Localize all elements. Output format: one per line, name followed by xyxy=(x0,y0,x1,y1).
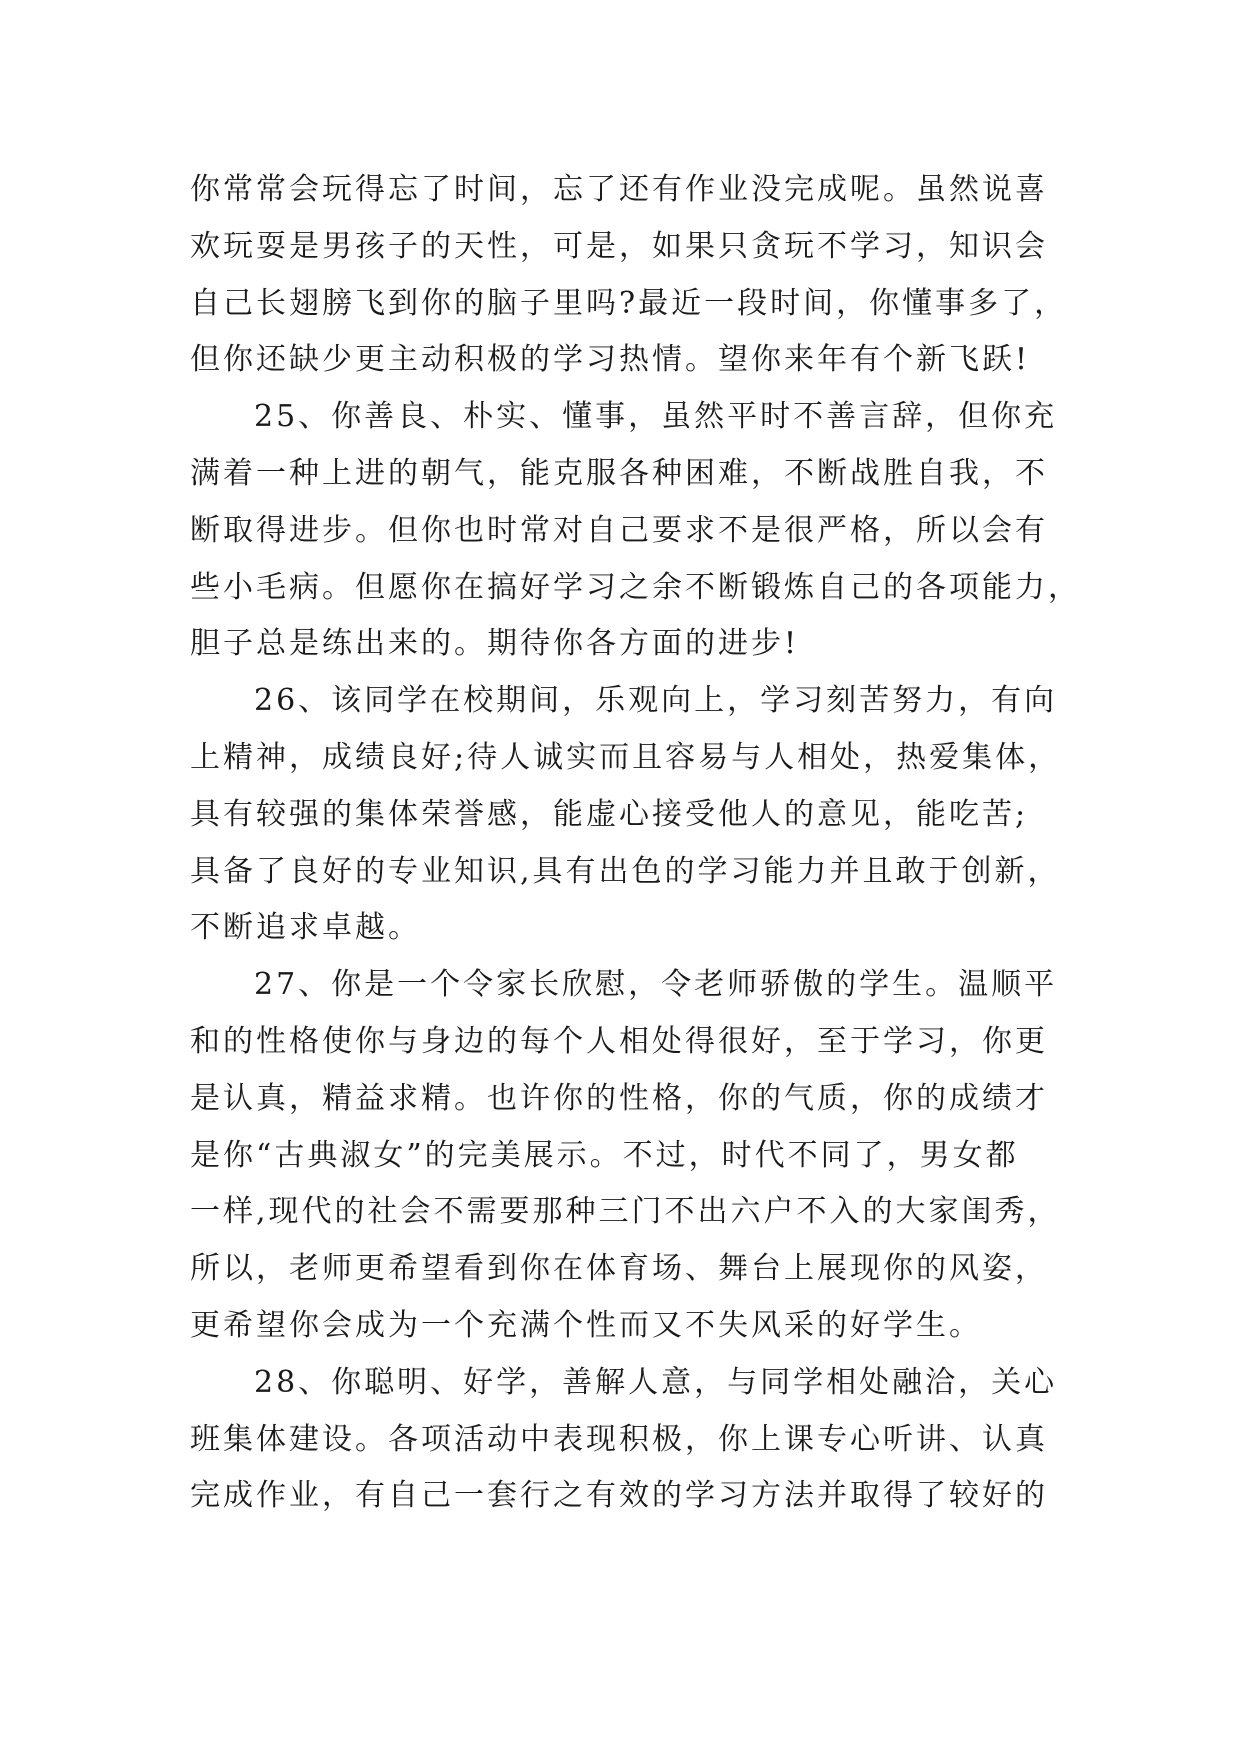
text-line: 是你“古典淑女”的完美展示。不过，时代不同了，男女都 xyxy=(190,1137,1019,1173)
document-text-body xyxy=(190,162,1081,1525)
text-line: 些小毛病。但愿你在搞好学习之余不断锻炼自己的各项能力， xyxy=(190,569,1081,605)
text-line: 更希望你会成为一个充满个性而又不失风采的好学生。 xyxy=(190,1307,982,1343)
text-line: 所以，老师更希望看到你在体育场、舞台上展现你的风姿， xyxy=(190,1251,1048,1287)
text-line: 具备了良好的专业知识,具有出色的学习能力并且敢于创新， xyxy=(190,853,1061,889)
text-line: 上精神，成绩良好;待人诚实而且容易与人相处，热爱集体， xyxy=(190,739,1062,775)
paragraph-first-line: 25、你善良、朴实、懂事，虽然平时不善言辞，但你充 xyxy=(254,399,1058,435)
paragraph-first-line: 27、你是一个令家长欣慰，令老师骄傲的学生。温顺平 xyxy=(254,967,1058,1003)
text-line: 班集体建设。各项活动中表现积极，你上课专心听讲、认真 xyxy=(190,1421,1048,1457)
text-line: 但你还缺少更主动积极的学习热情。望你来年有个新飞跃! xyxy=(190,342,1031,378)
text-line: 你常常会玩得忘了时间，忘了还有作业没完成呢。虽然说喜 xyxy=(190,172,1048,207)
text-line: 自己长翅膀飞到你的脑子里吗?最近一段时间，你懂事多了， xyxy=(190,285,1068,321)
text-line: 一样,现代的社会不需要那种三门不出六户不入的大家闺秀， xyxy=(190,1194,1061,1230)
text-line: 完成作业，有自己一套行之有效的学习方法并取得了较好的 xyxy=(190,1478,1048,1514)
text-line: 欢玩耍是男孩子的天性，可是，如果只贪玩不学习，知识会 xyxy=(190,228,1048,264)
text-line: 具有较强的集体荣誉感，能虚心接受他人的意见，能吃苦; xyxy=(190,796,1029,832)
text-line: 和的性格使你与身边的每个人相处得很好，至于学习，你更 xyxy=(190,1023,1048,1059)
text-line: 是认真，精益求精。也许你的性格，你的气质，你的成绩才 xyxy=(190,1080,1048,1116)
text-line: 满着一种上进的朝气，能克服各种困难，不断战胜自我，不 xyxy=(190,455,1048,491)
text-line: 不断追求卓越。 xyxy=(190,910,421,946)
paragraph-first-line: 28、你聪明、好学，善解人意，与同学相处融洽，关心 xyxy=(254,1364,1058,1400)
paragraph-first-line: 26、该同学在校期间，乐观向上，学习刻苦努力，有向 xyxy=(254,683,1058,719)
text-line: 断取得进步。但你也时常对自己要求不是很严格，所以会有 xyxy=(190,512,1048,548)
text-line: 胆子总是练出来的。期待你各方面的进步! xyxy=(190,626,800,662)
